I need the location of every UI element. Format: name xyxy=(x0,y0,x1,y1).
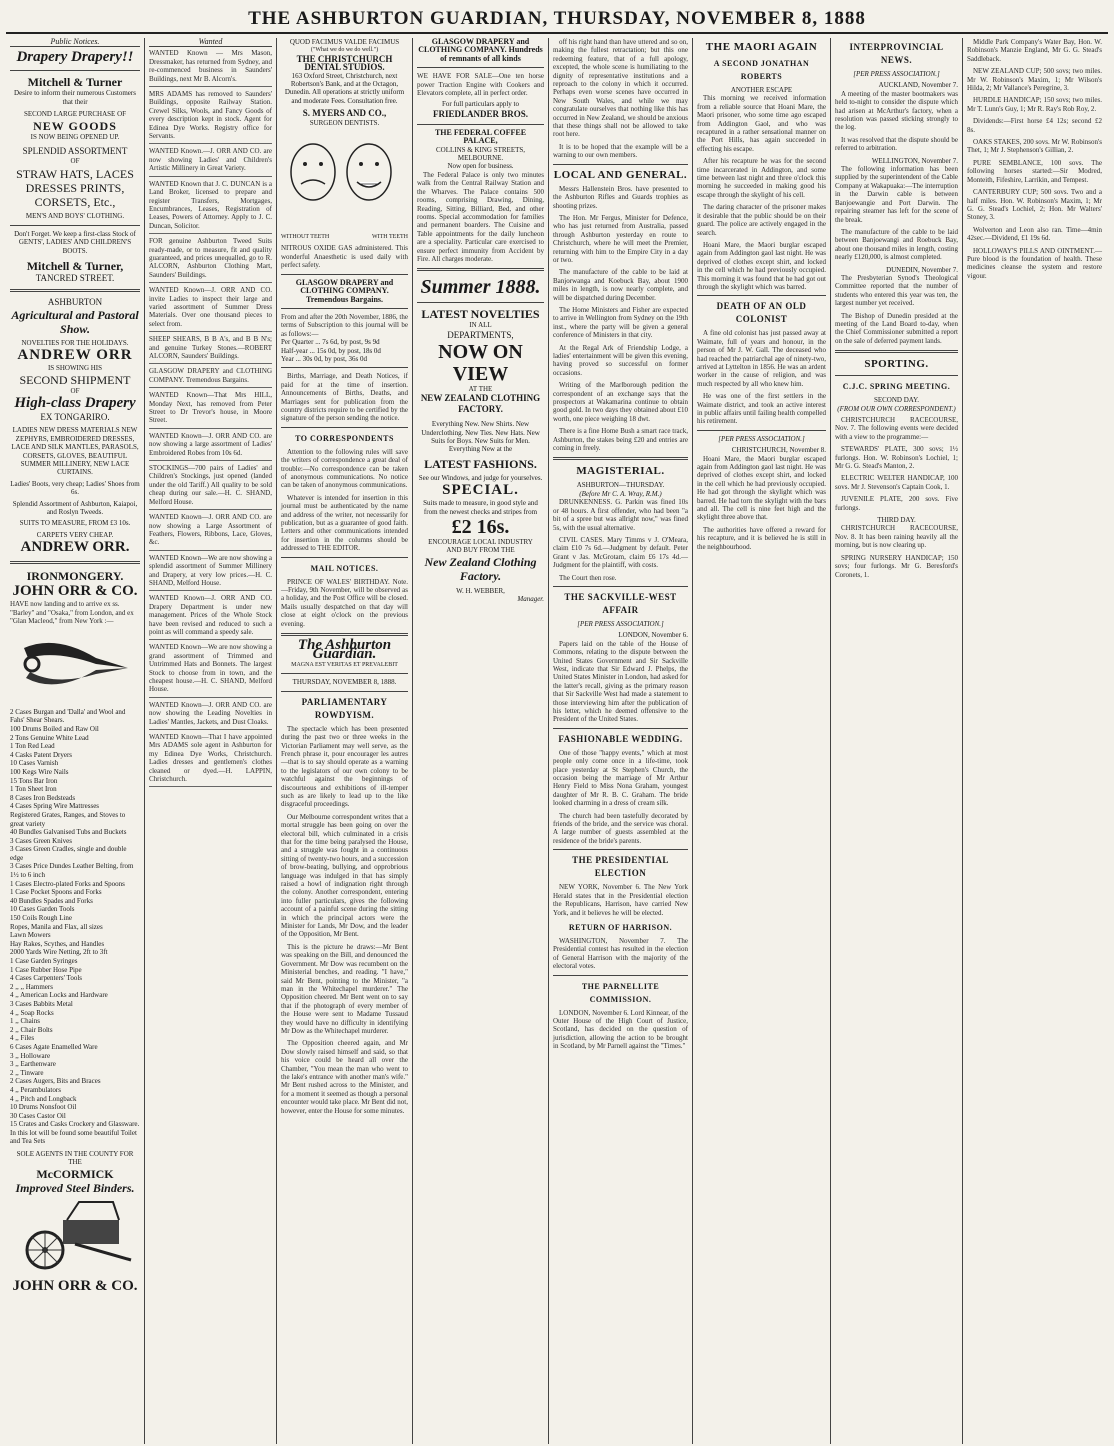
price-heading: £2 16s. xyxy=(451,516,510,538)
goods-list-item: 2 Cases Augers, Bits and Braces xyxy=(10,1077,101,1086)
column-6 xyxy=(693,38,831,1444)
subscription-rate: Per Quarter ... 7s 6d, by post, 9s 9d xyxy=(281,338,380,347)
goods-list-item: 2 Cases Burgan and 'Dalla' and Wool and Fahs' Shear Shears. xyxy=(10,707,126,725)
goods-list-item: 4 Cases Carpenters' Tools xyxy=(10,974,82,983)
webber-title: Manager. xyxy=(517,595,544,604)
goods-list-item: Ropes, Manila and Flax, all sizes xyxy=(10,922,103,931)
magisterial-heading: MAGISTERIAL. xyxy=(576,465,665,478)
mitchell-turner-heading: Mitchell & Turner xyxy=(27,75,123,90)
filler-17: A meeting of the master bootmakers was held to-night to consider the dispute which had arisen at McArthur's factory, when a resolution was passed sticking strongly to the log. It was resolved that the dispute should be referred to arbitration. xyxy=(835,89,958,153)
correspondents-heading: TO CORRESPONDENTS xyxy=(295,433,394,443)
ironmongery-heading: IRONMONGERY. xyxy=(26,569,124,584)
filler-9: Papers laid on the table of the House of Commons, relating to the dispute between the United States Government and Sir Sackville West, indicate that Sir Edward J. Phelps, the United States Minister in London, had asked for the latter's recall, giving as the primary reason that Sir Sackville West had made a statement to those interviewing him after the publication of his letter, which he deemed offensive to the President of the United States. xyxy=(553,639,688,724)
wanted-ad: WANTED Known—J. ORR AND CO. are now showing the Leading Novelties in Ladies' Mantles, Jackets, and Dust Cloaks. xyxy=(149,701,272,730)
ladies-boots-text: Ladies' Boots, very cheap; Ladies' Shoes from 6s. xyxy=(10,479,140,497)
wanted-ads-list xyxy=(149,49,272,787)
goods-list-item: 4 ,, Perambulators xyxy=(10,1085,61,1094)
dont-forget-text: Don't Forget. We keep a first-class Stock of GENTS', LADIES' AND CHILDREN'S BOOTS. xyxy=(14,229,136,255)
new-goods-heading: NEW GOODS xyxy=(33,118,117,133)
filler-6: off his right hand than have uttered and so on, making the fullest retractation; but this one redeeming feature, that of a full apology, excepted, the whole scene is humiliating to the dignity of representative institutions and a reproach to the colony in which it occurred. Perhaps even worse scenes have occurred in New South Wales, and while we may congratulate ourselves that nothing like this has occurred in New Zealand, we should be anxious that these things shall not be allowed to take root here. It is to be hoped that the example will be a warning to our own members. xyxy=(553,38,688,160)
filler-20: CHRISTCHURCH RACECOURSE, Nov. 7. The following events were decided with a view to the programme:— STEWARDS' PLATE, 300 sovs; 1½ furlongs. Hon. W. Robinson's Lochiel, 1; Mr G. G. Stead's Manton, 2. ELECTRIC WELTER HANDICAP, 100 sovs. Mr J. Stevenson's Captain Cook, 1. JUVENILE PLATE, 200 sovs. Five furlongs. xyxy=(835,416,958,512)
goods-list-item: 4 ,, American Locks and Hardware xyxy=(10,991,108,1000)
goods-list-item: 3 ,, Earthenware xyxy=(10,1060,56,1069)
filler-2: Attention to the following rules will save the writers of correspondence a great deal of trouble:—No correspondence can be taken of anonymous communications. No notice can be taken of anonymous communications. Whatever is intended for insertion in this journal must be authenticated by the name and address of the writer, not necessarily for publication, but as a guarantee of good faith. Letters and other communications intended for insertion in the columns should be addressed to THE EDITOR. xyxy=(281,447,408,553)
wedding-heading: FASHIONABLE WEDDING. xyxy=(558,733,683,744)
own-correspondent-label: (FROM OUR OWN CORRESPONDENT.) xyxy=(837,404,956,413)
tongariro-text: EX TONGARIRO. xyxy=(40,412,110,423)
filler-12: WASHINGTON, November 7. The Presidential contest has resulted in the election of General Harrison with the majority of the electoral votes. xyxy=(553,936,688,971)
goods-list-item: 3 ,, Holloware xyxy=(10,1051,51,1060)
filler-18: The following information has been supplied by the superintendent of the Cable Company at Wakapuaka:—The interruption in the Darwin cable is between Banjoewangie and Port Darwin. The repairing steamer has left for the scene of the break. The manufacture of the cable to be laid between Banjoewangi and Roebuck Bay, about one thousand miles in length, costing nearly £120,000, is almost completed. xyxy=(835,165,958,262)
goods-list-item: 1 Case Rubber Hose Pipe xyxy=(10,965,82,974)
goods-list-item: 6 Cases Agate Enamelled Ware xyxy=(10,1042,98,1051)
second-shipment-text: SECOND SHIPMENT xyxy=(19,372,131,387)
dresses-text: DRESSES PRINTS, xyxy=(25,181,125,196)
third-day-label: THIRD DAY. xyxy=(877,516,916,525)
tweeds-text: Splendid Assortment of Ashburton, Kaiapoi, and Roslyn Tweeds. xyxy=(12,499,138,516)
goods-list-item: 3 Cases Price Dundes Leather Belting, from 1½ to 6 inch xyxy=(10,862,134,880)
dental-studios-heading: THE CHRISTCHURCH DENTAL STUDIOS. xyxy=(296,53,393,73)
motto-translation: ("What we do we do well.") xyxy=(310,47,379,54)
binder-machine-illustration xyxy=(15,1198,135,1273)
goods-list-item: 15 Crates and Casks Crockery and Glassware. In this lot will be found some beautiful Toilet and Tea Sets xyxy=(10,1120,140,1146)
goods-list-item: 4 Casks Patent Dryers xyxy=(10,750,73,759)
guardian-motto: MAGNA EST VERITAS ET PREVALEBIT xyxy=(291,661,398,668)
goods-list-item: Hay Rakes, Scythes, and Handles xyxy=(10,939,105,948)
mitchell-turner-heading-2: Mitchell & Turner, xyxy=(26,259,124,274)
goods-list-item: 1 Ton Red Lead xyxy=(10,742,55,751)
guardian-date: THURSDAY, NOVEMBER 8, 1888. xyxy=(292,678,397,687)
masthead xyxy=(6,4,1108,34)
special-heading: SPECIAL. xyxy=(442,482,519,499)
mail-notices-heading: MAIL NOTICES. xyxy=(310,563,379,573)
glasgow-heading: GLASGOW DRAPERY and CLOTHING COMPANY. Tremendous Bargains. xyxy=(295,277,394,304)
wanted-ad: WANTED Known—We are now showing a splendid assortment of Summer Millinery and Drapery, at very low prices.—H. C. SHAND, Melford House. xyxy=(149,554,272,592)
with-teeth-caption: WITH TEETH xyxy=(371,234,408,241)
wanted-ad: SHEEP SHEARS, B B A's, and B B N's; and genuine Turkey Stones.—ROBERT ALCORN, Saunders' Buildings. xyxy=(149,335,272,364)
filler-22: Middle Park Company's Water Bay, Hon. W. Robinson's Manzie England, Mr G. G. Stead's Saddleback. NEW ZEALAND CUP; 500 sovs; two miles. Mr W. Robinson's Maxim, 1; Mr Wilson's Hilda, 2; Mr Vallance's Peregrine, 3. HURDLE HANDICAP; 150 sovs; two miles. Mr T. Lunn's Guy, 1; Mr R. Ray's Rob Roy, 2. Dividends:—First horse £4 12s; second £2 8s. OAKS STAKES, 200 sovs. Mr W. Robinson's Thet, 1; Mr J. Stephenson's Gillian, 2. PURE SEMBLANCE, 100 sovs. The following horses started:—Sir Modred, Monteith, Fifeshire, Larrikin, and Tempest. CANTERBURY CUP; 500 sovs. Two and a half miles. Hon. W. Robinson's Maxim, 1; Mr G. G. Stead's Lochiel, 2; Hon. Mr Walters' Stoney, 3. Wolverton and Leon also ran. Time—4min 42sec.—Dividend, £1 19s 6d. HOLLOWAY'S PILLS AND OINTMENT.—Pure blood is the foundation of health. These medicines cleanse the system and restore vigour. xyxy=(967,38,1102,280)
goods-list-item: 1 Case Garden Syringes xyxy=(10,957,78,965)
maori-again-heading: THE MAORI AGAIN xyxy=(705,41,818,53)
summer-1888-heading: Summer 1888. xyxy=(420,276,541,299)
goods-list-item: 4 Cases Spring Wire Mattresses xyxy=(10,802,100,811)
having-landed-text: HAVE now landing and to arrive ex ss. "Barley" and "Osaka," from London, and ex "Glan Macleod," from New York :— xyxy=(10,600,134,625)
goods-list-item: 2000 Yards Wire Netting, 2ft to 3ft xyxy=(10,948,108,957)
goods-list-item: 3 Cases Green Knives xyxy=(10,836,73,845)
suits-measure-text-2: Suits made to measure, in good style and from the newest checks and stripes from xyxy=(423,499,538,516)
goods-list-item: 1 Cases Electro-plated Forks and Spoons xyxy=(10,879,125,888)
sole-agents-text: SOLE AGENTS IN THE COUNTY FOR THE xyxy=(16,1150,134,1167)
column-5 xyxy=(549,38,693,1444)
motto: QUOD FACIMUS VALDE FACIMUS xyxy=(289,38,400,46)
drapery-heading: Drapery Drapery!! xyxy=(16,49,134,66)
columns xyxy=(6,38,1108,1444)
goods-list-item: 4 ,, Pitch and Longback xyxy=(10,1094,77,1103)
sackville-heading: THE SACKVILLE-WEST AFFAIR xyxy=(564,591,677,615)
john-orr-heading-2: JOHN ORR & CO. xyxy=(12,1278,138,1295)
goods-list-item: 3 Cases Green Cradles, single and double edge xyxy=(10,845,127,862)
intro-text: Desire to inform their numerous Customers that their xyxy=(14,89,136,106)
buy-from-text: AND BUY FROM THE xyxy=(446,546,515,555)
goods-list-item: 4 ,, Files xyxy=(10,1034,35,1043)
election-heading: THE PRESIDENTIAL ELECTION xyxy=(572,855,669,879)
filler-5: The Federal Palace is only two minutes walk from the Central Railway Station and the Wharves. The Palace contains 500 rooms, comprising Drawing, Dining, Reading, Sitting, Billiard, Bed, and other rooms. Special accommodation for families and permanent boarders. The Cuisine and Table appointments for the daily luncheon are a speciality. Particular care exercised to ensure perfect immunity from Accident by Fire. All charges moderate. xyxy=(417,170,544,263)
goods-list-item: 10 Cases Garden Tools xyxy=(10,905,75,914)
filler-14: This morning we received information from a reliable source that Hoani Mare, the Maori prisoner, who some time ago escaped from Addington Gaol, and who was recaptured in a rather sensational manner on the Port Hills, has again succeeded in effecting his escape. After his recapture he was for the second time incarcerated in Addington, and some time between last night and three o'clock this morning he succeeded in making good his escape through the skylight of his cell. The daring character of the prisoner makes it desirable that the public should be on their guard. The police are actively engaged in the search. Hoani Mare, the Maori burglar escaped again from Addington gaol last night. He was deprived of clothes except shirt, and locked in the cell which he had previously occupied. This morning it was found that he had got out through the skylight which was barred. xyxy=(697,94,826,291)
wanted-ad: WANTED Known—J. ORR AND CO. invite Ladies to inspect their large and varied assortment of Summer Dress Materials. Over one thousand pieces to select from. xyxy=(149,286,272,332)
straw-hats-text: STRAW HATS, LACES xyxy=(16,167,134,182)
federal-coffee-heading: THE FEDERAL COFFEE PALACE, xyxy=(434,127,527,146)
wanted-ad: WANTED Known—That I have appointed Mrs ADAMS sole agent in Ashburton for my Edinea Dye Works, Christchurch. Ladies dresses and gentlemen's clothes cleaned or dyed.—H. LAPPIN, Christchurch. xyxy=(149,733,272,787)
of-text: OF xyxy=(70,157,80,166)
magisterial-date: ASHBURTON—THURSDAY. xyxy=(576,481,665,490)
goods-list-item: 15 Tons Bar Iron xyxy=(10,776,58,785)
goods-list-item: 10 Cases Varnish xyxy=(10,759,59,768)
filler-16: Hoani Mare, the Maori burglar escaped again from Addington gaol last night. He was deprived of clothes except shirt, and locked in the cell which he had previously occupied. He had got through the skylight which was barred. He had torn the skylight with the bars and all. The cell is nine feet high and the skylight three above that. The authorities have offered a reward for his recapture, and it is believed he is still in the neighbourhood. xyxy=(697,454,826,551)
filler-13: LONDON, November 6. Lord Kinnear, of the Outer House of the High Court of Justice, Scotland, has decided on the question of jurisdiction, allowing the action to be brought in Scotland, by Mr Parnell against the "Times." xyxy=(553,1008,688,1051)
goods-list-item: 10 Drums Nonsfoot Oil xyxy=(10,1103,77,1112)
surgeon-dentists: SURGEON DENTISTS. xyxy=(309,119,380,128)
column-8 xyxy=(963,38,1106,1444)
newspaper-title: THE ASHBURTON GUARDIAN, THURSDAY, NOVEMBER 8, 1888 xyxy=(248,8,866,29)
sackville-assoc: [PER PRESS ASSOCIATION.] xyxy=(577,619,664,628)
goods-list-item: 100 Drums Boiled and Raw Oil xyxy=(10,724,99,733)
subscription-rates xyxy=(281,338,408,363)
wanted-ad: WANTED Known—J. ORR AND CO. Drapery Department is under new management. Prices of the Whole Stock have been revised and reduced to such a point as will command a speedy sale. xyxy=(149,594,272,640)
wanted-ad: WANTED Known—That Mrs HILL, Monday Next, has removed from Peter Street to Dr Trevor's house, in Moore Street. xyxy=(149,391,272,429)
goods-list-item: 4 ,, Soap Rocks xyxy=(10,1008,54,1017)
goods-list-item: 150 Coils Rough Line xyxy=(10,914,73,923)
parnellite-heading: THE PARNELLITE COMMISSION. xyxy=(581,981,660,1004)
guardian-masthead: The Ashburton Guardian. xyxy=(297,637,392,662)
wanted-ad: STOCKINGS—700 pairs of Ladies' and Children's Stockings, just opened (landed under the old Tariff.) All quality to be sold cheap during our sale.—H. C. SHAND, Melford House. xyxy=(149,464,272,510)
filler-3: PRINCE OF WALES' BIRTHDAY. Note.—Friday, 9th November, will be observed as a holiday, and the Post Office will be closed. Mails usually despatched on that day will close at eight o'clock on the previous evening. xyxy=(281,577,408,628)
now-on-view-heading: NOW ON VIEW xyxy=(438,340,523,385)
masthead-right-rule xyxy=(1101,19,1104,30)
old-colonist-heading: DEATH OF AN OLD COLONIST xyxy=(716,301,807,325)
filler-11: NEW YORK, November 6. The New York Herald states that in the Presidential election the Republicans, Harrison, have carried New York, and it believes he will be elected. xyxy=(553,883,688,917)
departments-text: DEPARTMENTS, xyxy=(447,329,514,340)
myers-firm: S. MYERS AND CO., xyxy=(302,108,387,119)
press-assoc-label: [PER PRESS ASSOCIATION.] xyxy=(718,434,805,443)
see-windows-text: See our Windows, and judge for yourselves. xyxy=(418,473,543,482)
filler-15: A fine old colonist has just passed away at Waimate, full of years and honour, in the person of Mr J. W. Gall. The deceased who had reached the patriarchal age of ninety-two, arrived at Lyttelton in 1856. He was an ardent worker in the cause of religion, and was much respected by all who knew him. He was one of the first settlers in the Waimate district, and took an active interest in public affairs until failing health compelled his retirement. xyxy=(697,329,826,426)
tancred-street: TANCRED STREET. xyxy=(35,273,115,284)
goods-list-item: 100 Kegs Wire Nails xyxy=(10,767,69,776)
interprovincial-assoc: [PER PRESS ASSOCIATION.] xyxy=(853,70,940,78)
column-2-wanted xyxy=(145,38,277,1444)
opened-text: IS NOW BEING OPENED UP. xyxy=(30,132,120,141)
goods-list xyxy=(10,708,140,1146)
ashburton-heading: ASHBURTON xyxy=(47,297,103,308)
column-1-public-notices xyxy=(6,38,145,1444)
federal-corner: COLLINS & KING STREETS, MELBOURNE. xyxy=(435,145,526,163)
wanted-ad: WANTED Known.—J. ORR AND CO. are now showing Ladies' and Children's Artistic Millinery in Great Variety. xyxy=(149,147,272,176)
at-the-text: AT THE xyxy=(468,384,493,393)
webber-name: W. H. WEBBER, xyxy=(456,586,505,595)
filler-21: CHRISTCHURCH RACECOURSE, Nov. 8. It has been raining heavily all the morning, but is now clearing up. SPRING NURSERY HANDICAP; 150 sovs; four furlongs. Mr G. Beresford's Coronets, 1. xyxy=(835,524,958,579)
andrew-orr-heading-2: ANDREW ORR. xyxy=(20,539,130,556)
goods-list-item: 2 ,, Chair Bolts xyxy=(10,1025,53,1034)
wanted-ad: WANTED Known that J. C. DUNCAN is a Land Broker, licensed to prepare and register Transfers, Mortgages, Encumbrances, Leases, Registration of Leases, Powers of Attorney. Apply to J. C. Duncan, Solicitor. xyxy=(149,180,272,234)
goods-list-item: 2 Tons Genuine White Lead xyxy=(10,733,89,742)
column-7 xyxy=(831,38,963,1444)
dental-address: 163 Oxford Street, Christchurch, next Robertson's Bank, and at the Octagon, Dunedin. All operations at strictly uniform and moderate Fees. Consultation free. xyxy=(284,71,405,105)
filler-1: Births, Marriage, and Death Notices, if paid for at the time of insertion. Announcements of Births, Deaths, and Marriages sent for publication from the country districts require to be certified by the signature of the person sending the notice. xyxy=(281,372,408,423)
goods-list-item: 1 ,, Chains xyxy=(10,1017,40,1026)
goods-list-item: 1 Case Pocket Spoons and Forks xyxy=(10,888,102,897)
mens-clothing-text: MEN'S AND BOYS' CLOTHING. xyxy=(25,212,125,221)
federal-open: Now open for business. xyxy=(447,162,514,171)
john-orr-heading: JOHN ORR & CO. xyxy=(12,583,138,600)
filler-8: DRUNKENNESS. G. Parkin was fined 10s or 48 hours. A first offender, who had been "a bit of a spree but was allright now," was fined 5s, with the usual alternative. CIVIL CASES. Mary Timms v J. O'Meara, claim £10 7s 6d.—Judgment by default. Peter Grant v Jas. McGrotam, claim £6 17s 4d.—Judgment for the plaintiff, with costs. The Court then rose. xyxy=(553,498,688,582)
return-heading: RETURN OF HARRISON. xyxy=(568,922,673,932)
another-escape-heading: ANOTHER ESCAPE xyxy=(730,86,793,94)
agricultural-show-heading: Agricultural and Pastoral Show. xyxy=(11,308,139,337)
everything-new-text: Everything New. New Shirts. New Underclothing. New Ties. New Hats. New Suits for Boys. New Suits for Men. Everything New at the xyxy=(421,420,540,454)
goods-list-item: Registered Grates, Ranges, and Stoves to great variety xyxy=(10,810,126,828)
column-4 xyxy=(413,38,549,1444)
second-purchase-text: SECOND LARGE PURCHASE OF xyxy=(23,110,127,119)
filler-7: Messrs Hallenstein Bros. have presented to the Ashburton Rifles and Guards trophies as shooting prizes. The Hon. Mr Fergus, Minister for Defence, who has just returned from Australia, passed through Ashburton yesterday en route to Christchurch, where he will meet the Premier, returning with him to the Empire City in a day or two. The manufacture of the cable to be laid at Banjorwanga and Koebuck Bay, about 1900 miles in length, is now nearly complete, and will be dispatched during December. The Home Ministers and Fisher are expected to arrive in Wellington from Sydney on the 19th inst., where the party will be given a general conference of Ministers in that city. At the Regal Ark of Friendship Lodge, a ladies' entertainment will be given this evening, having proved so successful on former occasions. Writing of the Marlborough pedition the correspondent of an exchange says that the prospectors at Wakamarina continue to obtain good gold. In two days they obtained about £10 worth, one piece weighing 18 dwt. There is a fine Home Bush a smart race track, Ashburton, the stakes being £20 and entries are coming in freely. xyxy=(553,184,688,453)
magisterial-before: (Before Mr C. A. Wray, R.M.) xyxy=(579,489,662,498)
sackville-dateline: LONDON, November 6. xyxy=(618,631,688,640)
goods-list-item: Lawn Mowers xyxy=(10,931,51,940)
chch-dateline: CHRISTCHURCH, November 8. xyxy=(731,446,826,455)
wanted-ad: WANTED Known—J. ORR AND CO. are now showing a Large Assortment of Feathers, Flowers, Ribbons, Lace, Gloves, &c. xyxy=(149,513,272,551)
ccj-meeting-heading: C.J.C. SPRING MEETING. xyxy=(842,382,951,392)
in-all-text: IN ALL xyxy=(469,321,492,330)
traction-engine-ad: WE HAVE FOR SALE—One ten horse power Traction Engine with Cookers and Elevators complete, all in perfect order. xyxy=(417,72,544,98)
auckland-dateline: AUCKLAND, November 7. xyxy=(878,81,958,90)
high-class-drapery-heading: High-class Drapery xyxy=(14,395,136,412)
latest-fashions-heading: LATEST FASHIONS. xyxy=(424,456,537,471)
goods-list-item: 2 ,, ,, Hammers xyxy=(10,982,53,991)
goods-list-item: 40 Bundles Galvanised Tubs and Buckets xyxy=(10,828,127,837)
second-day-label: SECOND DAY. xyxy=(873,396,920,405)
wanted-ad: MRS ADAMS has removed to Saunders' Buildings, opposite Railway Station. Crewel Silks, Wools, and Fancy Goods of every description kept in stock. Agent for Edinea Dye Works. Registry office for Servants. xyxy=(149,90,272,144)
nz-clothing-factory-heading: New Zealand Clothing Factory. xyxy=(424,554,537,583)
sheep-shears-illustration xyxy=(16,628,134,702)
wanted-ad: WANTED Known — Mrs Mason, Dressmaker, has returned from Sydney, and re-commenced business in Saunders' Buildings, next Mr B. Alcorn's. xyxy=(149,49,272,87)
splendid-text: SPLENDID ASSORTMENT xyxy=(22,146,128,157)
wellington-dateline: WELLINGTON, November 7. xyxy=(871,156,958,165)
suits-measure-text: SUITS TO MEASURE, FROM £3 10s. xyxy=(19,519,131,528)
wanted-ad: GLASGOW DRAPERY and CLOTHING COMPANY. Tremendous Bargains. xyxy=(149,367,272,388)
section-label-wanted: Wanted xyxy=(149,38,272,47)
particulars-text: For full particulars apply to xyxy=(442,100,519,109)
corsets-text: CORSETS, Etc., xyxy=(34,195,116,210)
wanted-ad: FOR genuine Ashburton Tweed Suits ready-made, or to measure, fit and quality guaranteed, and prices unequalled, go to R. ALCORN, Ashburton Clothing Mart, Saunders' Buildings. xyxy=(149,237,272,283)
subscription-rate: Half-year ... 15s 0d, by post, 18s 0d xyxy=(281,346,381,355)
subscription-rate: Year ... 30s 0d, by post, 36s 0d xyxy=(281,354,368,363)
local-general-heading: LOCAL AND GENERAL. xyxy=(553,168,688,181)
without-teeth-caption: WITHOUT TEETH xyxy=(281,234,330,241)
interprovincial-heading: INTERPROVINCIAL NEWS. xyxy=(849,42,944,65)
goods-list-item: 8 Cases Iron Bedsteads xyxy=(10,793,76,802)
dunedin-dateline: DUNEDIN, November 7. xyxy=(886,265,958,274)
goods-list-item: 30 Cases Castor Oil xyxy=(10,1111,66,1120)
of-text-2: OF xyxy=(70,386,80,395)
filler-4: The spectacle which has been presented during the past two or three weeks in the Victorian Parliament may well serve, as the French phrase it, pour encourager les autres—that is to say should operate as a warning to the legislators of our own colony to be watchful against the beginnings of discourteous and exhibitions of ill-temper such as are likely to lead up to the like disgraceful proceedings. Our Melbourne correspondent writes that a mortal struggle has been going on over the electoral bill, which culminated in a crisis that for the time being paralysed the House, and a struggle was fought in a continuous sitting of twenty-two hours, and a succession of brow-beating, bullying, and opprobrious language was indulged in that has simply raised a howl of indignation right through the colony. Another correspondent, entering into fuller particulars, gives the following account of a painful scene during the sitting in which the principal actors were the Minister for Lands, Mr Dow, and the leader of the Opposition, Mr Bent. This is the picture he draws:—Mr Bent was speaking on the Bill, and denounced the Government. Mr Dow was recumbent on the Ministerial benches, and reading. "I have," said Mr Bent, pointing to the Minister, "a man in the Whitechapel murderer." The Opposition cheered. Mr Bent went on to say that if the photograph of every member of the House were sent to Madame Tussaud they would have no difficulty in identifying Mr Dow as the Whitechapel murderer. The Opposition cheered again, and Mr Dow slowly raised himself and said, so that his voice could be heard all over the Chamber, "You mean the man who went to the lake's entrance with another man's wife." Mr Bent rushed across to the Minister, and for a moment it seemed as though a personal encounter would take place. Mr Bent did not, however, enter the House for some minutes. xyxy=(281,724,408,1115)
mccormick-heading: McCORMICK xyxy=(36,1166,114,1181)
goods-list-item: 3 Cases Babbits Metal xyxy=(10,999,73,1008)
nzcf-text: NEW ZEALAND CLOTHING FACTORY. xyxy=(420,393,541,415)
cartoon-captions xyxy=(281,233,408,241)
column-3 xyxy=(277,38,413,1444)
andrew-orr-heading: ANDREW ORR xyxy=(17,347,133,364)
friedlander-heading: FRIEDLANDER BROS. xyxy=(432,108,528,119)
wanted-ad: WANTED Known—J. ORR AND CO. are now showing a large assortment of Ladies' Embroidered Robes from 10s 6d. xyxy=(149,432,272,461)
goods-list-item: 1 Ton Sheet Iron xyxy=(10,785,57,794)
teeth-cartoon-illustration xyxy=(281,132,401,227)
goods-list-item: 2 ,, Tinware xyxy=(10,1068,44,1077)
jonathan-roberts-heading: A SECOND JONATHAN ROBERTS xyxy=(713,59,810,81)
showing-text: IS SHOWING HIS xyxy=(47,364,103,373)
masthead-left-rule xyxy=(10,19,13,30)
carpets-text: CARPETS VERY CHEAP. xyxy=(36,530,114,539)
filler-19: The Presbyterian Synod's Theological Committee reported that the number of students who entered this year was ten, the largest number yet received. The Bishop of Dunedin presided at the meeting of the Land Board to-day, when the Chief Commissioner submitted a report on the sale of deferred payment lands. xyxy=(835,273,958,345)
nitrous-text: NITROUS OXIDE GAS administered. This wonderful Anaesthetic is used daily with perfect safety. xyxy=(281,244,408,270)
section-label: Public Notices. xyxy=(10,38,140,47)
goods-list-item: 40 Bundles Spades and Forks xyxy=(10,896,93,905)
latest-novelties: LATEST NOVELTIES xyxy=(421,307,540,322)
sporting-heading: SPORTING. xyxy=(864,358,929,371)
filler-10: One of those "happy events," which at most people only come once in a life-time, took place yesterday at St Stephen's Church, the occasion being the marriage of Mr Arthur Henry Field to Miss Nona Graham, youngest daughter of Mr R. B. C. Graham. The bride looked charming in a dress of cream silk. The church had been tastefully decorated by friends of the bride, and the service was choral. A large number of guests assembled at the residence of the bride's parents. xyxy=(553,748,688,845)
wanted-ad: WANTED Known—We are now showing a grand assortment of Trimmed and Untrimmed Hats and Bonnets. The largest Stock to choose from in town, and the cheapest house.—H. C. SHAND, Melford House. xyxy=(149,643,272,697)
glasgow-remnants-heading: GLASGOW DRAPERY and CLOTHING COMPANY. Hundreds of remnants of all kinds xyxy=(418,38,543,63)
encourage-text: ENCOURAGE LOCAL INDUSTRY xyxy=(428,538,533,546)
novelties-text: NOVELTIES FOR THE HOLIDAYS. xyxy=(21,339,129,348)
ladies-goods-text: LADIES NEW DRESS MATERIALS NEW ZEPHYRS, EMBROIDERED DRESSES, LACE AND SILK MANTLES, PARASOLS, CORSETS, GLOVES, BEAUTIFUL SUMMER MILLINERY, NEW LACE CURTAINS. xyxy=(11,426,139,477)
rowdyism-heading: PARLIAMENTARY ROWDYISM. xyxy=(301,696,388,720)
steel-binders-heading: Improved Steel Binders. xyxy=(15,1180,135,1195)
subscription-notice: From and after the 20th November, 1886, the terms of Subscription to this journal will be as follows:— xyxy=(281,312,408,338)
